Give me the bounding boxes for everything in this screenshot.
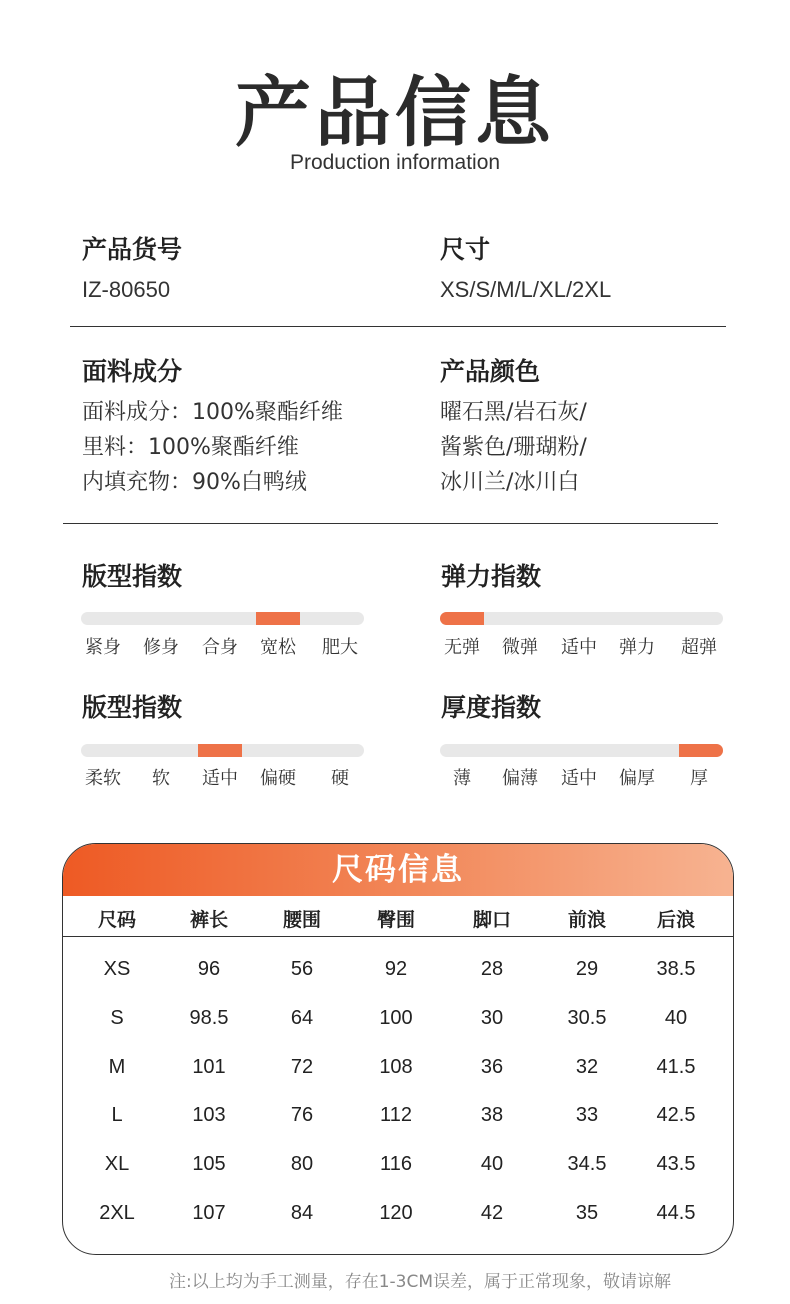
table-cell: 112	[380, 1104, 412, 1127]
index-tick-label: 偏厚	[619, 768, 655, 789]
size-table-title: 尺码信息	[63, 844, 733, 896]
index-track	[81, 612, 364, 625]
table-cell: 80	[290, 1153, 314, 1176]
index-fill	[198, 744, 242, 757]
table-cell: 96	[197, 958, 221, 980]
color-line: 酱紫色/珊瑚粉/	[440, 435, 587, 460]
table-row	[63, 1056, 733, 1086]
table-cell: 42	[480, 1202, 504, 1224]
index-fill	[440, 612, 484, 625]
table-cell: 92	[384, 958, 408, 980]
table-row	[63, 1104, 733, 1134]
table-cell: 34.5	[567, 1153, 607, 1176]
table-cell: 38	[480, 1104, 504, 1127]
table-cell: 103	[192, 1104, 226, 1127]
table-cell: 35	[575, 1202, 599, 1224]
table-row	[63, 958, 733, 988]
table-cell: 72	[290, 1055, 314, 1078]
color-label: 产品颜色	[440, 357, 541, 386]
table-cell: 30.5	[567, 1006, 607, 1029]
column-header: 裤长	[189, 909, 229, 931]
size-label: 尺寸	[440, 235, 491, 264]
column-header: 尺码	[97, 909, 137, 931]
table-cell: 43.5	[656, 1153, 696, 1176]
table-cell: 42.5	[656, 1104, 696, 1127]
index-tick-label: 偏硬	[260, 768, 296, 789]
index-track	[81, 744, 364, 757]
index-tick-label: 硬	[331, 768, 349, 789]
size-value: XS/S/M/L/XL/2XL	[440, 277, 612, 302]
table-cell: 2XL	[99, 1202, 135, 1224]
table-cell: 38.5	[656, 958, 696, 980]
index-ticks	[440, 764, 723, 788]
index-tick-label: 肥大	[322, 637, 358, 658]
page-title: 产品信息	[235, 68, 555, 157]
index-tick-label: 厚	[690, 768, 708, 789]
index-tick-label: 适中	[202, 768, 238, 789]
table-cell: L	[111, 1104, 123, 1127]
table-cell: 33	[575, 1104, 599, 1127]
index-tick-label: 弹力	[619, 637, 655, 658]
index-tick-label: 超弹	[681, 637, 717, 658]
fabric-line: 里料：100%聚酯纤维	[82, 435, 299, 460]
table-cell: 84	[290, 1202, 314, 1224]
table-cell: S	[110, 1006, 124, 1029]
table-cell: 40	[664, 1006, 688, 1029]
column-header: 后浪	[656, 909, 696, 931]
table-cell: 29	[575, 958, 599, 980]
index-fill	[256, 612, 300, 625]
table-row	[63, 1202, 733, 1232]
index-tick-label: 无弹	[444, 637, 480, 658]
table-cell: 120	[379, 1202, 413, 1224]
color-line: 曜石黑/岩石灰/	[440, 400, 587, 425]
sku-value: IZ-80650	[82, 277, 171, 302]
index-ticks	[81, 764, 364, 788]
table-cell: 32	[575, 1055, 599, 1078]
table-row	[63, 1153, 733, 1183]
divider	[63, 523, 718, 524]
table-cell: XL	[104, 1153, 130, 1176]
index-track	[440, 744, 723, 757]
column-header: 臀围	[376, 909, 416, 931]
index-tick-label: 宽松	[260, 637, 296, 658]
fabric-line: 面料成分：100%聚酯纤维	[82, 400, 343, 425]
color-line: 冰川兰/冰川白	[440, 470, 580, 495]
table-cell: 28	[480, 958, 504, 980]
fabric-label: 面料成分	[82, 357, 183, 386]
table-cell: M	[108, 1055, 126, 1078]
index-fill	[679, 744, 723, 757]
index-tick-label: 适中	[561, 637, 597, 658]
table-cell: 76	[290, 1104, 314, 1127]
column-header: 前浪	[567, 909, 607, 931]
table-row	[63, 1007, 733, 1037]
measurement-note: 注:以上均为手工测量，存在1-3CM误差，属于正常现象，敬请谅解	[168, 1272, 672, 1292]
size-table	[62, 843, 734, 1255]
table-cell: 108	[379, 1055, 413, 1078]
table-cell: 105	[192, 1153, 226, 1176]
size-table-header	[63, 896, 733, 937]
column-header: 脚口	[472, 909, 512, 931]
index-tick-label: 修身	[143, 637, 179, 658]
fabric-line: 内填充物：90%白鸭绒	[82, 470, 307, 495]
table-cell: 30	[480, 1006, 504, 1029]
table-cell: 41.5	[656, 1055, 696, 1078]
table-cell: 116	[380, 1153, 412, 1176]
column-header: 腰围	[282, 909, 322, 931]
page-subtitle: Production information	[289, 151, 501, 174]
index-tick-label: 薄	[453, 768, 471, 789]
index-track	[440, 612, 723, 625]
index-label: 弹力指数	[441, 562, 542, 591]
divider	[70, 326, 726, 327]
index-tick-label: 紧身	[85, 637, 121, 658]
index-ticks	[440, 633, 723, 657]
table-cell: 100	[379, 1006, 413, 1029]
index-label: 版型指数	[82, 693, 183, 722]
table-cell: 98.5	[189, 1006, 229, 1029]
index-tick-label: 软	[152, 768, 170, 789]
table-cell: 101	[192, 1055, 226, 1078]
index-tick-label: 合身	[202, 637, 238, 658]
table-cell: XS	[103, 958, 131, 980]
index-tick-label: 柔软	[85, 768, 121, 789]
index-tick-label: 偏薄	[502, 768, 538, 789]
table-cell: 40	[480, 1153, 504, 1176]
index-label: 厚度指数	[441, 693, 542, 722]
table-cell: 107	[192, 1202, 226, 1224]
table-cell: 36	[480, 1055, 504, 1078]
index-tick-label: 微弹	[502, 637, 538, 658]
index-ticks	[81, 633, 364, 657]
table-cell: 64	[290, 1006, 314, 1029]
table-cell: 56	[290, 958, 314, 980]
index-label: 版型指数	[82, 562, 183, 591]
sku-label: 产品货号	[82, 235, 183, 264]
table-cell: 44.5	[656, 1202, 696, 1224]
index-tick-label: 适中	[561, 768, 597, 789]
